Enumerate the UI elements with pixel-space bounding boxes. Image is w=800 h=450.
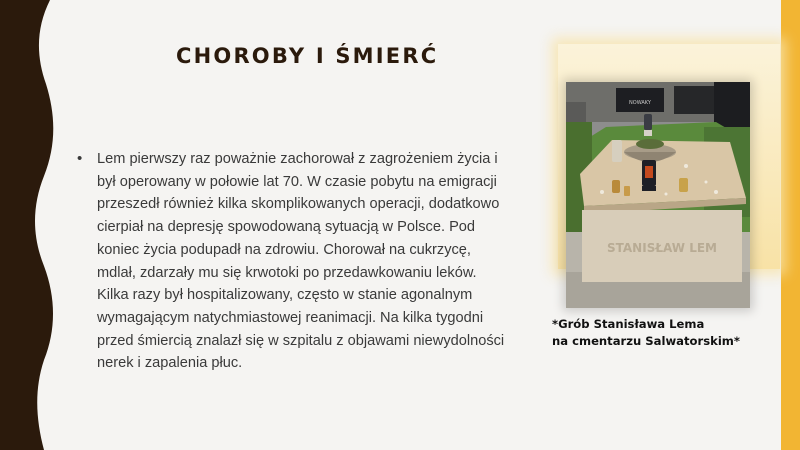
slide-title: CHOROBY I ŚMIERĆ (176, 44, 439, 68)
grave-illustration (566, 82, 750, 308)
caption-line-2: na cmentarzu Salwatorskim* (552, 334, 740, 348)
bullet-marker: • (77, 150, 83, 167)
tomb-inscription: STANISŁAW LEM (607, 241, 717, 255)
photo-caption (552, 316, 772, 350)
right-accent-band (781, 0, 800, 450)
background-plaque-text: NOWAKY (629, 100, 651, 106)
bullet-text: Lem pierwszy raz poważnie zachorował z zagrożeniem życia i był operowany w połowie lat 70. W czasie pobytu na emigracji przeszedł również kilka skomplikowanych operacji, dodatkowo cierpiał na depresję spowodowaną sytuacją w Polsce. Pod koniec życia podupadł na zdrowiu. Chorował na cukrzycę, mdlał, zdarzały mu się krwotoki po przedawkowaniu leków. Kilka razy był hospitalizowany, często w stanie agonalnym wymagającym natychmiastowej reanimacji. Na kilka tygodni przed śmiercią znalazł się w szpitalu z objawami niewydolności nerek i zapalenia płuc. (97, 151, 505, 372)
body-bullet-list (77, 148, 507, 375)
bullet-item (77, 148, 507, 375)
grave-photo (566, 82, 750, 308)
caption-line-1: *Grób Stanisława Lema (552, 317, 705, 331)
left-decorative-band (0, 0, 62, 450)
